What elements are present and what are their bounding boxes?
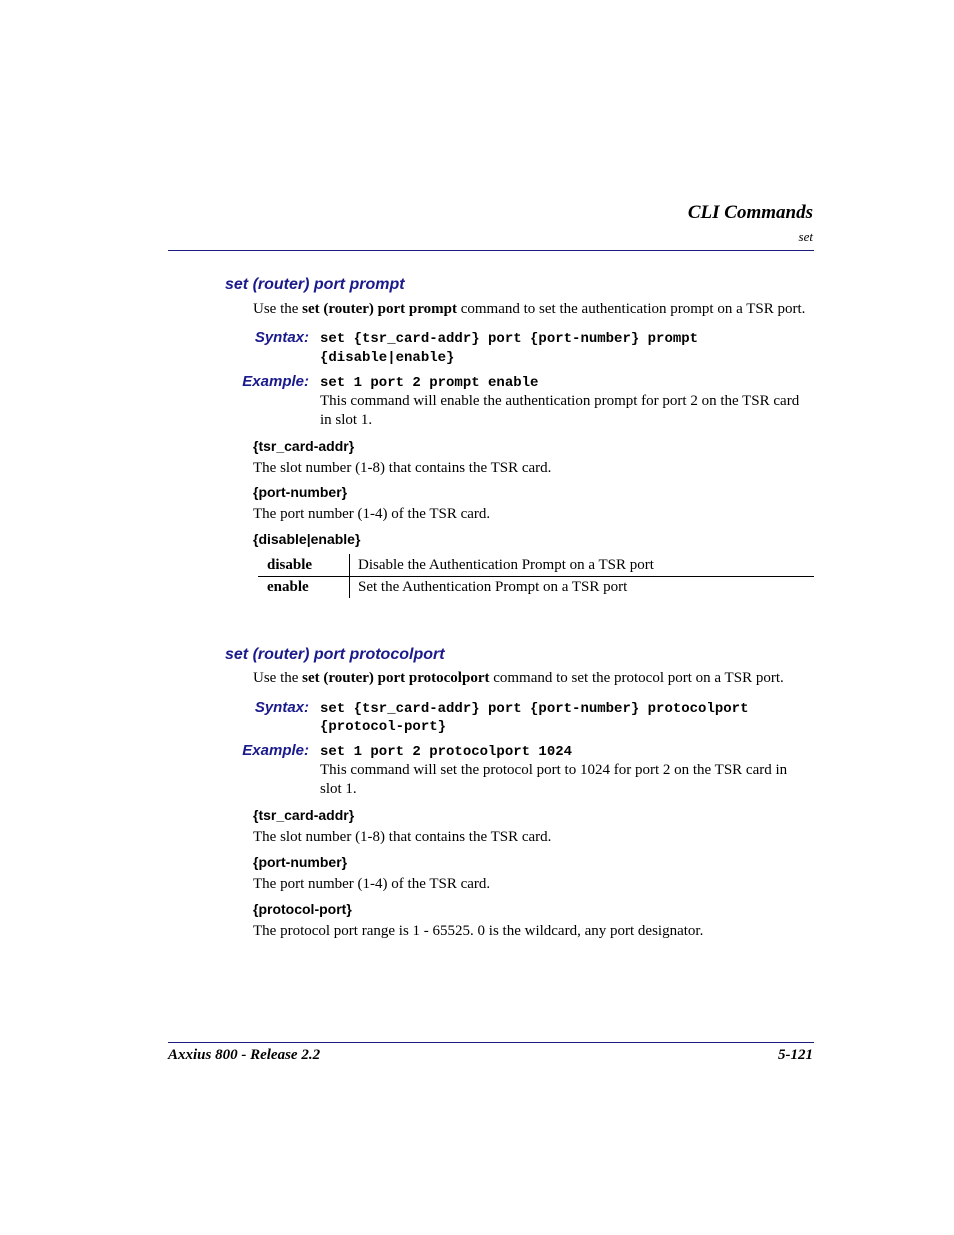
footer-product: Axxius 800 - Release 2.2: [168, 1047, 321, 1063]
example-description-line1: This command will set the protocol port to 1024 for port 2 on the TSR card in: [320, 762, 788, 778]
table-column-divider: [349, 554, 350, 576]
syntax-code-line2: {protocol-port}: [320, 719, 447, 735]
param-name-tsr-card-addr: {tsr_card-addr}: [253, 807, 355, 823]
running-header-title: CLI Commands: [687, 202, 813, 223]
param-desc-port-number: The port number (1-4) of the TSR card.: [253, 506, 491, 522]
param-desc-tsr-card-addr: The slot number (1-8) that contains the TSR card.: [253, 460, 552, 476]
example-code: set 1 port 2 prompt enable: [320, 375, 539, 391]
param-name-port-number: {port-number}: [253, 854, 348, 870]
header-rule: [168, 250, 814, 251]
syntax-code-line1: set {tsr_card-addr} port {port-number} protocolport: [320, 701, 749, 717]
running-header-subtitle: set: [798, 229, 813, 244]
syntax-code-line2: {disable|enable}: [320, 350, 455, 366]
syntax-label: Syntax:: [254, 699, 309, 716]
example-label: Example:: [242, 742, 309, 759]
section-title-port-prompt: set (router) port prompt: [225, 276, 405, 293]
table-row: [258, 554, 814, 576]
param-name-protocol-port: {protocol-port}: [253, 901, 352, 917]
param-desc-port-number: The port number (1-4) of the TSR card.: [253, 876, 491, 892]
example-code: set 1 port 2 protocolport 1024: [320, 744, 573, 760]
table-value: Set the Authentication Prompt on a TSR port: [358, 579, 628, 595]
param-name-disable-enable: {disable|enable}: [253, 531, 361, 547]
param-name-port-number: {port-number}: [253, 484, 348, 500]
syntax-label: Syntax:: [254, 329, 309, 346]
syntax-code-line1: set {tsr_card-addr} port {port-number} prompt: [320, 331, 699, 347]
table-column-divider: [349, 576, 350, 598]
options-table: [258, 554, 814, 598]
table-row: [258, 576, 814, 598]
table-value: Disable the Authentication Prompt on a TSR port: [358, 557, 654, 573]
param-name-tsr-card-addr: {tsr_card-addr}: [253, 438, 355, 454]
section-title-port-protocolport: set (router) port protocolport: [225, 646, 445, 663]
table-key: disable: [267, 557, 313, 573]
example-description-line1: This command will enable the authentication prompt for port 2 on the TSR card: [320, 393, 800, 409]
intro-port-protocolport: Use the set (router) port protocolport command to set the protocol port on a TSR port.: [253, 670, 784, 686]
param-desc-tsr-card-addr: The slot number (1-8) that contains the TSR card.: [253, 829, 552, 845]
table-key: enable: [267, 579, 309, 595]
example-description-line2: slot 1.: [320, 781, 357, 797]
example-label: Example:: [242, 373, 309, 390]
intro-port-prompt: Use the set (router) port prompt command to set the authentication prompt on a TSR port.: [253, 301, 806, 317]
param-desc-protocol-port: The protocol port range is 1 - 65525. 0 is the wildcard, any port designator.: [253, 923, 704, 939]
footer-page-number: 5-121: [778, 1047, 813, 1063]
footer-rule: [168, 1042, 814, 1043]
example-description-line2: in slot 1.: [320, 412, 373, 428]
